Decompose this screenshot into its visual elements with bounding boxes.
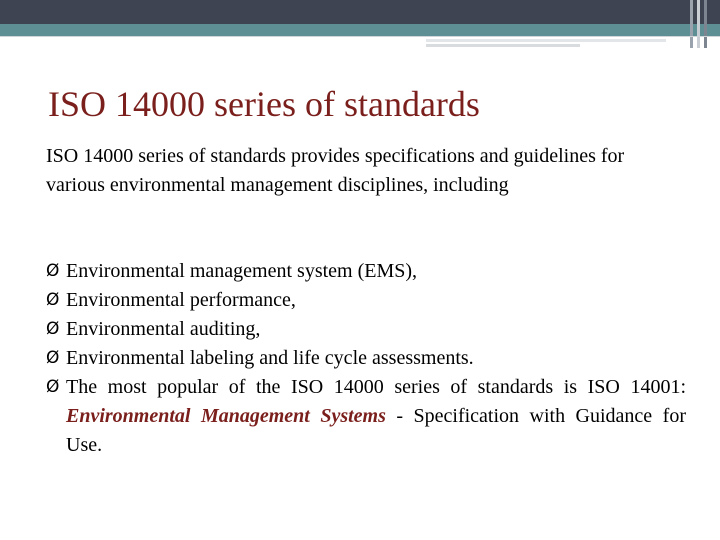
- intro-paragraph: ISO 14000 series of standards provides specifications and guidelines for various environmental management disciplines, including: [46, 145, 625, 196]
- list-item: [46, 373, 686, 460]
- header-accent-stripes: [690, 0, 712, 48]
- slide-title: ISO 14000 series of standards: [48, 84, 480, 124]
- list-item-text: Environmental labeling and life cycle assessments.: [66, 347, 474, 369]
- list-item-text: Environmental management system (EMS),: [66, 260, 418, 282]
- arrow-right-icon: Ø: [46, 348, 60, 368]
- arrow-right-icon: Ø: [46, 319, 60, 339]
- emphasized-standard-name: Environmental Management Systems: [66, 405, 386, 427]
- list-item: [46, 344, 686, 373]
- list-item-text: Environmental auditing,: [66, 318, 261, 340]
- list-item-text: The most popular of the ISO 14000 series of standards is ISO 14001:: [66, 376, 686, 398]
- bullet-list: [46, 257, 686, 460]
- arrow-right-icon: Ø: [46, 261, 60, 281]
- list-item: [46, 315, 686, 344]
- header-band-teal: [0, 24, 720, 36]
- header-accent-line-short: [426, 44, 580, 47]
- list-item-text-tail: - Specification with Guidance for Use.: [66, 405, 686, 456]
- list-item-text: Environmental performance,: [66, 289, 296, 311]
- header-band-dark: [0, 0, 720, 24]
- list-item: [46, 257, 686, 286]
- arrow-right-icon: Ø: [46, 377, 60, 397]
- header-divider: [0, 36, 720, 37]
- list-item: [46, 286, 686, 315]
- header-accent-line: [426, 39, 666, 42]
- arrow-right-icon: Ø: [46, 290, 60, 310]
